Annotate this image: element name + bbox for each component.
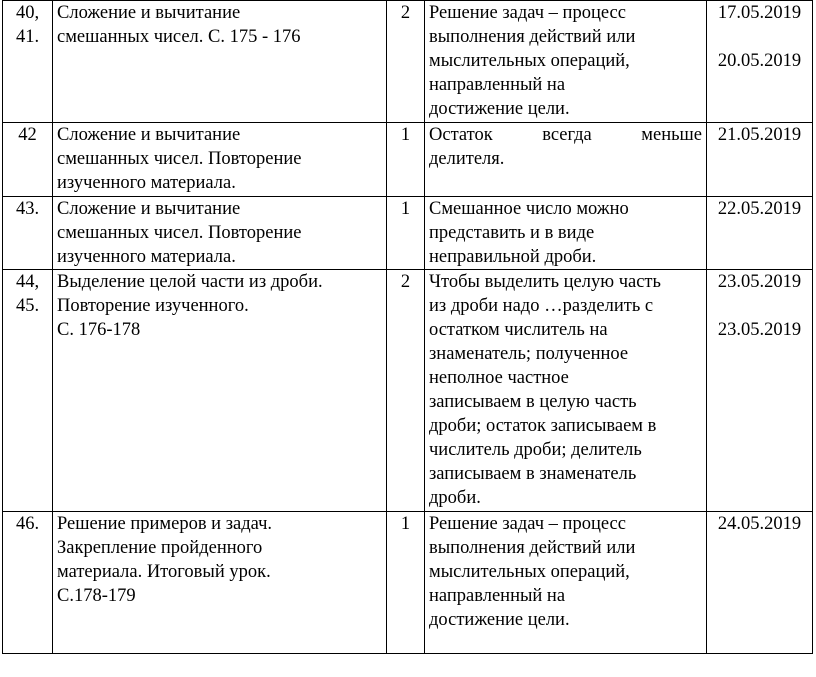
hours-cell: 1 (387, 512, 425, 654)
date-cell: 17.05.2019 20.05.2019 (707, 1, 813, 123)
lesson-number-cell: 40, 41. (3, 1, 53, 123)
lesson-number-cell: 44, 45. (3, 270, 53, 512)
date-cell: 23.05.2019 23.05.2019 (707, 270, 813, 512)
table-row (3, 197, 813, 270)
lesson-topic-cell: Сложение и вычитание смешанных чисел. Повторение изученного материала. (53, 123, 387, 197)
table-row (3, 270, 813, 512)
lesson-number-cell: 42 (3, 123, 53, 197)
lesson-topic-cell: Выделение целой части из дроби. Повторение изученного. С. 176-178 (53, 270, 387, 512)
lesson-topic-cell: Решение примеров и задач. Закрепление пройденного материала. Итоговый урок. С.178-179 (53, 512, 387, 654)
date-cell: 21.05.2019 (707, 123, 813, 197)
lesson-number-cell: 43. (3, 197, 53, 270)
table-row (3, 512, 813, 654)
date-cell: 22.05.2019 (707, 197, 813, 270)
lesson-number-cell: 46. (3, 512, 53, 654)
lesson-topic-cell: Сложение и вычитание смешанных чисел. С. 175 - 176 (53, 1, 387, 123)
note-cell: Смешанное число можно представить и в виде неправильной дроби. (425, 197, 707, 270)
date-cell: 24.05.2019 (707, 512, 813, 654)
table-row (3, 1, 813, 123)
note-cell: Чтобы выделить целую часть из дроби надо …разделить с остатком числитель на знаменатель; полученное неполное частное записываем в целую часть дроби; остаток записываем в числитель дроби; делитель записываем в знаменатель дроби. (425, 270, 707, 512)
hours-cell: 1 (387, 197, 425, 270)
lesson-topic-cell: Сложение и вычитание смешанных чисел. Повторение изученного материала. (53, 197, 387, 270)
hours-cell: 2 (387, 270, 425, 512)
lesson-plan-table (2, 0, 813, 654)
note-cell: Решение задач – процесс выполнения действий или мыслительных операций, направленный на достижение цели. (425, 1, 707, 123)
hours-cell: 2 (387, 1, 425, 123)
note-cell: Остаток всегда меньше делителя. (425, 123, 707, 197)
hours-cell: 1 (387, 123, 425, 197)
table-row (3, 123, 813, 197)
note-cell: Решение задач – процесс выполнения действий или мыслительных операций, направленный на достижение цели. (425, 512, 707, 654)
